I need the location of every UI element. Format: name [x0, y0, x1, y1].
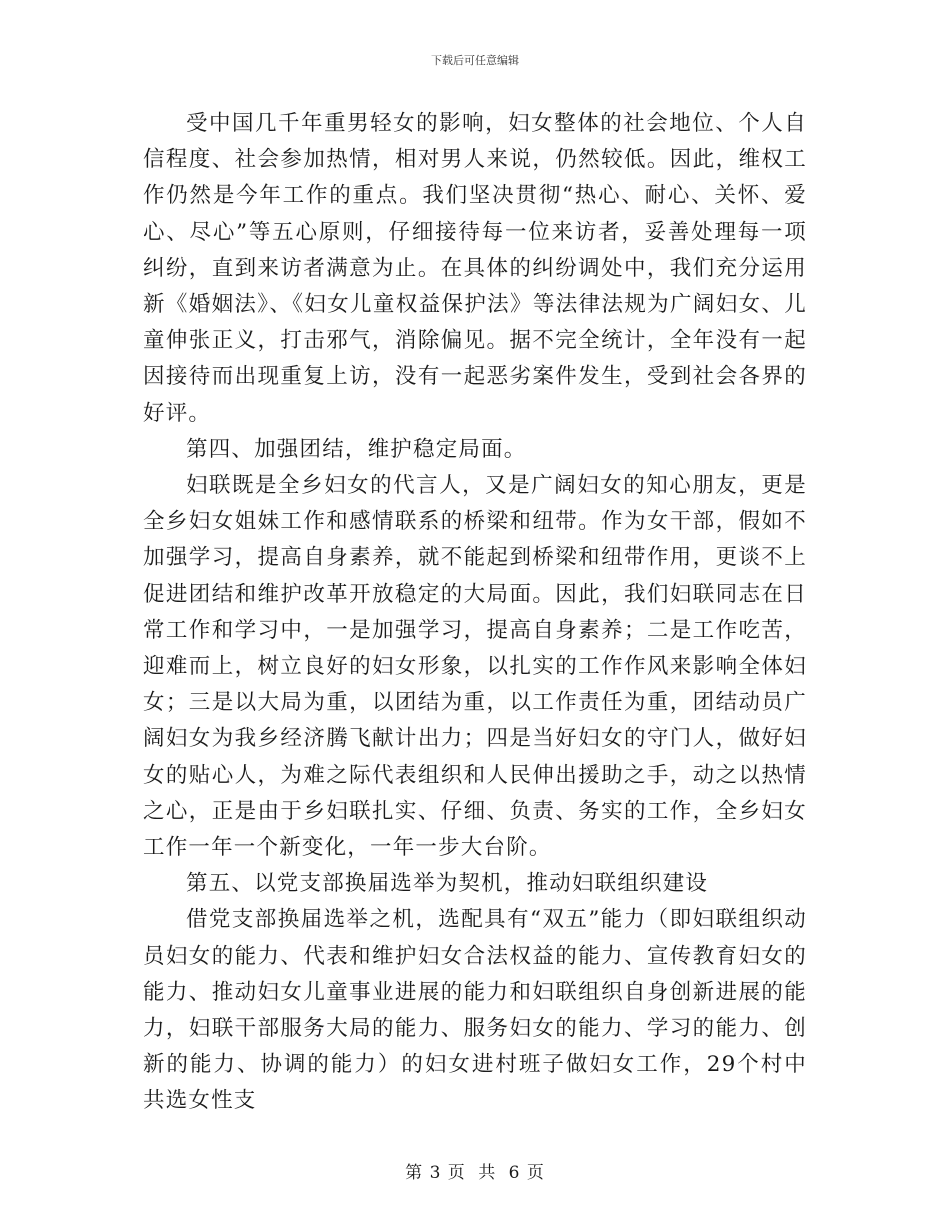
footer-prefix: 第 [405, 1163, 424, 1183]
footer-suffix: 页 [526, 1163, 545, 1183]
footer-total-word: 共 [478, 1163, 497, 1183]
document-body [143, 106, 807, 1120]
footer-total-pages: 6 [508, 1163, 521, 1183]
paragraph-unity: 妇联既是全乡妇女的代言人，又是广阔妇女的知心朋友，更是全乡妇女姐妹工作和感情联系的桥梁和纽带。作为女干部，假如不加强学习，提高自身素养，就不能起到桥梁和纽带作用，更谈不上促进团结和维护改革开放稳定的大局面。因此，我们妇联同志在日常工作和学习中，一是加强学习，提高自身素养；二是工作吃苦，迎难而上，树立良好的妇女形象，以扎实的工作作风来影响全体妇女；三是以大局为重，以团结为重，以工作责任为重，团结动员广阔妇女为我乡经济腾飞献计出力；四是当好妇女的守门人，做好妇女的贴心人，为难之际代表组织和人民伸出援助之手，动之以热情之心，正是由于乡妇联扎实、仔细、负责、务实的工作，全乡妇女工作一年一个新变化，一年一步大台阶。 [143, 473, 807, 861]
section-heading-fifth: 第五、以党支部换届选举为契机，推动妇联组织建设 [186, 871, 709, 897]
footer-page-word: 页 [447, 1163, 466, 1183]
section-heading-fourth: 第四、加强团结，维护稳定局面。 [186, 436, 527, 462]
page-header-note: 下载后可任意编辑 [431, 54, 519, 67]
footer-current-page: 3 [429, 1163, 442, 1183]
paragraph-rights-protection: 受中国几千年重男轻女的影响，妇女整体的社会地位、个人自信程度、社会参加热情，相对男人来说，仍然较低。因此，维权工作仍然是今年工作的重点。我们坚决贯彻“热心、耐心、关怀、爱心、尽心”等五心原则，仔细接待每一位来访者，妥善处理每一项纠纷，直到来访者满意为止。在具体的纠纷调处中，我们充分运用新《婚姻法》、《妇女儿童权益保护法》等法律法规为广阔妇女、儿童伸张正义，打击邪气，消除偏见。据不完全统计，全年没有一起因接待而出现重复上访，没有一起恶劣案件发生，受到社会各界的好评。 [143, 111, 807, 426]
paragraph-election: 借党支部换届选举之机，选配具有“双五”能力（即妇联组织动员妇女的能力、代表和维护妇女合法权益的能力、宣传教育妇女的能力、推动妇女儿童事业进展的能力和妇联组织自身创新进展的能力，妇联干部服务大局的能力、服务妇女的能力、学习的能力、创新的能力、协调的能力）的妇女进村班子做妇女工作，29个村中共选女性支 [143, 907, 807, 1114]
page-number-footer [0, 1158, 950, 1183]
